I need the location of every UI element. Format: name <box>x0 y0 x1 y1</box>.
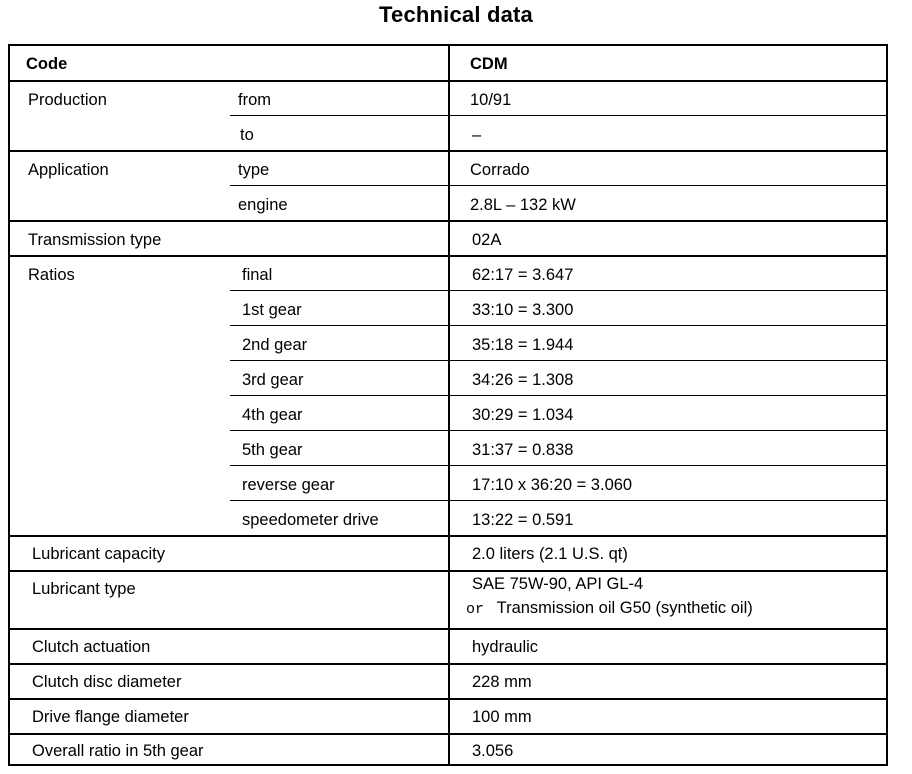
ratio-label: 2nd gear <box>242 336 308 354</box>
clutch-disc-value: 228 mm <box>472 673 532 691</box>
production-to-label: to <box>240 126 254 144</box>
lubricant-type-label: Lubricant type <box>32 580 136 598</box>
row-divider <box>10 570 886 572</box>
overall-ratio-label: Overall ratio in 5th gear <box>32 742 204 760</box>
application-engine-value: 2.8L – 132 kW <box>470 196 576 214</box>
production-to-value: – <box>472 126 482 144</box>
transmission-type-value: 02A <box>472 231 502 249</box>
row-divider <box>10 255 886 257</box>
row-divider <box>10 535 886 537</box>
row-divider <box>10 733 886 735</box>
lubricant-capacity-label: Lubricant capacity <box>32 545 165 563</box>
drive-flange-value: 100 mm <box>472 708 532 726</box>
ratio-label: reverse gear <box>242 476 335 494</box>
ratios-label: Ratios <box>28 266 75 284</box>
row-divider <box>230 360 886 361</box>
ratio-value: 17:10 x 36:20 = 3.060 <box>472 476 633 494</box>
production-from-value: 10/91 <box>470 91 512 109</box>
ratio-value: 31:37 = 0.838 <box>472 441 574 459</box>
row-divider <box>10 150 886 152</box>
transmission-type-label: Transmission type <box>28 231 162 249</box>
page-title: Technical data <box>379 2 533 27</box>
ratio-label: final <box>242 266 273 284</box>
row-divider <box>10 80 886 82</box>
row-divider <box>230 500 886 501</box>
application-engine-label: engine <box>238 196 288 214</box>
ratio-value: 35:18 = 1.944 <box>472 336 574 354</box>
ratio-label: speedometer drive <box>242 511 379 529</box>
clutch-actuation-label: Clutch actuation <box>32 638 151 656</box>
lubricant-type-value-2 <box>466 598 753 620</box>
row-divider <box>10 698 886 700</box>
overall-ratio-value: 3.056 <box>472 742 514 760</box>
header-code-value: CDM <box>470 55 508 73</box>
lubricant-capacity-value: 2.0 liters (2.1 U.S. qt) <box>472 545 628 563</box>
row-divider <box>230 290 886 291</box>
ratio-label: 1st gear <box>242 301 302 319</box>
ratio-label: 5th gear <box>242 441 303 459</box>
row-divider <box>230 325 886 326</box>
drive-flange-label: Drive flange diameter <box>32 708 189 726</box>
ratio-label: 3rd gear <box>242 371 304 389</box>
production-label: Production <box>28 91 107 109</box>
ratio-value: 62:17 = 3.647 <box>472 266 574 284</box>
header-code-label: Code <box>26 55 68 73</box>
ratio-value: 34:26 = 1.308 <box>472 371 574 389</box>
row-divider <box>230 115 886 116</box>
row-divider <box>230 395 886 396</box>
row-divider <box>10 628 886 630</box>
ratio-label: 4th gear <box>242 406 303 424</box>
row-divider <box>10 220 886 222</box>
clutch-disc-label: Clutch disc diameter <box>32 673 182 691</box>
column-divider <box>448 46 450 764</box>
application-label: Application <box>28 161 109 179</box>
application-type-value: Corrado <box>470 161 530 179</box>
row-divider <box>230 185 886 186</box>
or-word: or <box>466 601 485 618</box>
production-from-label: from <box>238 91 271 109</box>
technical-data-table <box>8 44 888 766</box>
ratio-value: 33:10 = 3.300 <box>472 301 574 319</box>
row-divider <box>230 465 886 466</box>
row-divider <box>10 663 886 665</box>
row-divider <box>230 430 886 431</box>
lubricant-type-value-1: SAE 75W-90, API GL-4 <box>472 575 644 593</box>
lubricant-type-alt: Transmission oil G50 (synthetic oil) <box>496 599 753 617</box>
application-type-label: type <box>238 161 270 179</box>
ratio-value: 30:29 = 1.034 <box>472 406 574 424</box>
ratio-value: 13:22 = 0.591 <box>472 511 574 529</box>
clutch-actuation-value: hydraulic <box>472 638 539 656</box>
